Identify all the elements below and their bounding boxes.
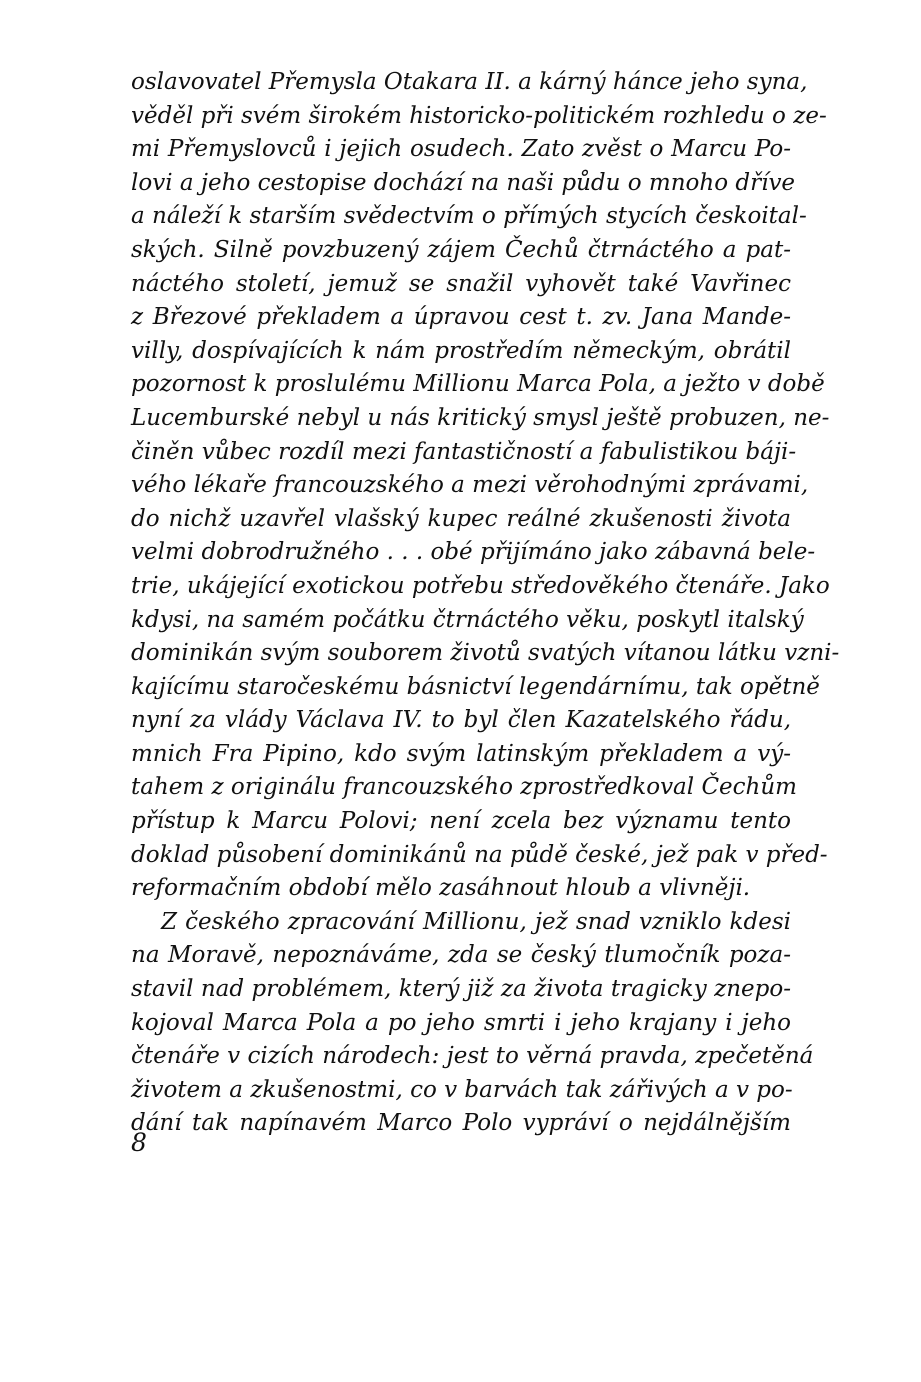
text-line: dání tak napínavém Marco Polo vypráví o nejdálnějším	[131, 1110, 791, 1137]
text-line: a náleží k starším svědectvím o přímých stycích českoital-	[131, 203, 807, 230]
text-line: ských. Silně povzbuzený zájem Čechů čtrnáctého a pat-	[131, 236, 791, 263]
text-line: velmi dobrodružného . . . obé přijímáno jako zábavná bele-	[131, 539, 816, 566]
text-line: činěn vůbec rozdíl mezi fantastičností a fabulistikou báji-	[131, 438, 797, 465]
text-line: pozornost k proslulému Millionu Marca Pola, a ježto v době	[131, 371, 825, 398]
text-line: trie, ukájející exotickou potřebu středověkého čtenáře. Jako	[131, 572, 830, 599]
body-text	[131, 66, 840, 1141]
text-line: villy, dospívajících k nám prostředím německým, obrátil	[131, 337, 791, 364]
text-line: čtenáře v cizích národech: jest to věrná pravda, zpečetěná	[131, 1043, 814, 1070]
text-line: přístup k Marcu Polovi; není zcela bez významu tento	[131, 808, 791, 835]
text-line: kajícímu staročeskému básnictví legendárnímu, tak opětně	[131, 673, 820, 700]
text-line: mi Přemyslovců i jejich osudech. Zato zvěst o Marcu Po-	[131, 136, 791, 163]
text-line-paragraph-end: reformačním období mělo zasáhnout hloub a vlivněji.	[131, 875, 751, 902]
text-line: náctého století, jemuž se snažil vyhovět také Vavřinec	[131, 270, 791, 297]
text-line: do nichž uzavřel vlašský kupec reálné zkušenosti života	[131, 505, 791, 532]
text-line: Lucemburské nebyl u nás kritický smysl ještě probuzen, ne-	[131, 404, 830, 431]
text-line: na Moravě, nepoznáváme, zda se český tlumočník poza-	[131, 942, 791, 969]
text-line: kdysi, na samém počátku čtrnáctého věku, poskytl italský	[131, 606, 804, 633]
text-line: vého lékaře francouzského a mezi věrohodnými zprávami,	[131, 472, 809, 499]
text-line: nyní za vlády Václava IV. to byl člen Kazatelského řádu,	[131, 707, 791, 734]
text-line-paragraph-start: Z českého zpracování Millionu, jež snad vzniklo kdesi	[161, 908, 791, 935]
text-line: oslavovatel Přemysla Otakara II. a kárný hánce jeho syna,	[131, 69, 808, 95]
text-line: z Březové překladem a úpravou cest t. zv. Jana Mande-	[131, 304, 791, 331]
page-number: 8	[131, 1128, 147, 1157]
text-line: lovi a jeho cestopise dochází na naši půdu o mnoho dříve	[131, 169, 796, 196]
text-line: životem a zkušenostmi, co v barvách tak zářivých a v po-	[131, 1076, 793, 1103]
text-line: stavil nad problémem, který již za života tragicky znepo-	[131, 976, 791, 1003]
text-line: doklad působení dominikánů na půdě české, jež pak v před-	[131, 841, 828, 868]
text-line: věděl při svém širokém historicko-politickém rozhledu o ze-	[131, 102, 827, 129]
text-line: tahem z originálu francouzského zprostředkoval Čechům	[131, 774, 797, 801]
text-line: mnich Fra Pipino, kdo svým latinským překladem a vý-	[131, 740, 791, 767]
text-line: kojoval Marca Pola a po jeho smrti i jeho krajany i jeho	[131, 1009, 791, 1036]
text-line: dominikán svým souborem životů svatých vítanou látku vzni-	[131, 640, 840, 667]
